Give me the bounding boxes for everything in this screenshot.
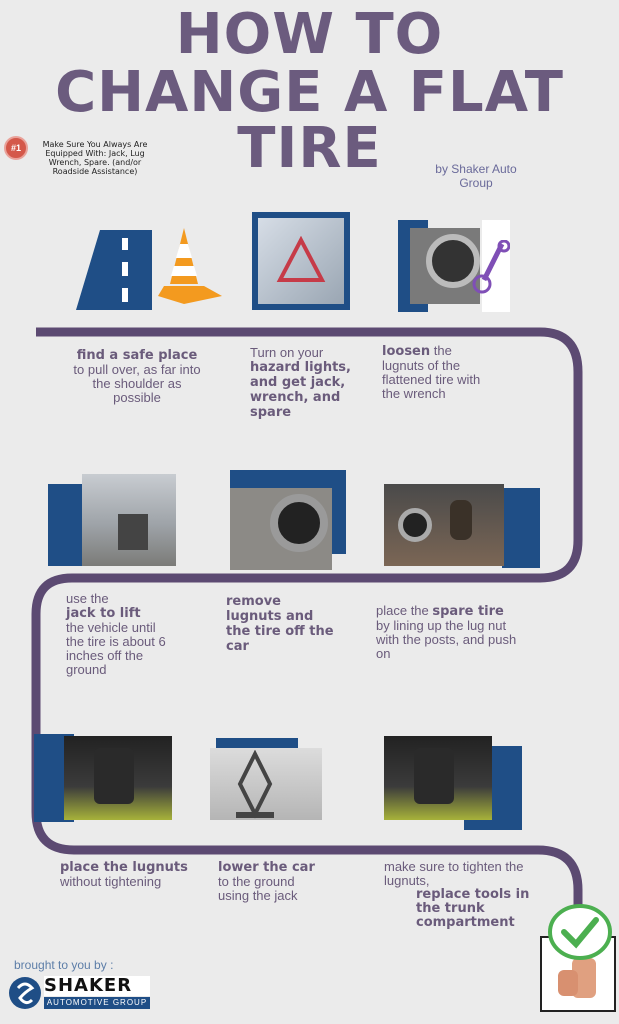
step-8-rest: to the ground xyxy=(218,874,295,889)
step-number-badge: #1 xyxy=(4,136,28,160)
step-1-bold: find a safe place xyxy=(76,348,198,363)
place-lugnuts-photo xyxy=(34,734,172,822)
step-1-text xyxy=(72,348,202,405)
step-6-text xyxy=(376,604,526,661)
step-9-pre: make sure to tighten the lugnuts, xyxy=(384,859,524,888)
checkmark-icon xyxy=(548,904,612,960)
shaker-logo xyxy=(8,976,150,1010)
brought-to-you-by: brought to you by : xyxy=(14,958,114,972)
logo-subtitle: AUTOMOTIVE GROUP xyxy=(44,997,150,1009)
step-3-rest: the lugnuts of the flattened tire with the wrench xyxy=(382,343,481,401)
step-6-bold: spare tire xyxy=(432,604,504,619)
remove-tire-photo xyxy=(230,470,346,570)
step-9-bold: replace tools in the trunk compartment xyxy=(416,887,530,930)
step-4-rest: the vehicle until the tire is about 6 inches off the ground xyxy=(66,620,166,677)
wrench-icon xyxy=(472,240,510,300)
title-line-3: TIRE xyxy=(237,116,382,181)
spare-tire-photo xyxy=(384,484,540,568)
step-4-text xyxy=(66,592,166,677)
step-3-bold: loosen xyxy=(382,344,431,359)
step-8-rest2: using the jack xyxy=(218,888,298,903)
step-8-bold: lower the car xyxy=(218,860,315,875)
hazard-button-photo xyxy=(252,212,350,310)
tighten-lugnuts-photo xyxy=(384,736,522,830)
step-6-pre: place the xyxy=(376,603,429,618)
shaker-logo-emblem-icon xyxy=(8,976,42,1010)
step-8-text xyxy=(218,860,338,903)
step-2-bold: hazard lights, and get jack, wrench, and spare xyxy=(250,360,351,420)
step-6-rest: by lining up the lug nut with the posts, and push on xyxy=(376,618,517,661)
step-7-bold: place the lugnuts xyxy=(60,860,188,875)
lower-car-photo xyxy=(210,738,322,824)
road-cone-illustration xyxy=(76,226,226,312)
step-2-text xyxy=(250,346,368,420)
title-line-2: CHANGE A FLAT xyxy=(55,60,564,125)
byline: by Shaker Auto Group xyxy=(435,162,517,190)
equipment-note: Make Sure You Always Are Equipped With: Jack, Lug Wrench, Spare. (and/or Roadside Assistance) xyxy=(42,140,148,176)
loosen-lugnuts-photo xyxy=(398,220,510,312)
scissor-jack-icon xyxy=(230,750,280,820)
step-4-bold: jack to lift xyxy=(66,606,141,621)
step-2-pre: Turn on your xyxy=(250,345,324,360)
step-9-text xyxy=(384,860,534,930)
step-4-pre: use the xyxy=(66,591,109,606)
hazard-triangle-icon xyxy=(276,236,326,286)
jack-lift-photo xyxy=(48,474,176,566)
title-line-1: HOW TO xyxy=(175,2,444,67)
step-5-text xyxy=(226,594,336,654)
logo-name: SHAKER xyxy=(44,976,150,996)
step-5-bold: remove lugnuts and the tire off the car xyxy=(226,594,334,654)
step-3-text xyxy=(382,344,494,401)
step-7-rest: without tightening xyxy=(60,874,162,889)
step-1-rest: to pull over, as far into the shoulder as possible xyxy=(73,362,201,405)
step-7-text xyxy=(60,860,200,889)
